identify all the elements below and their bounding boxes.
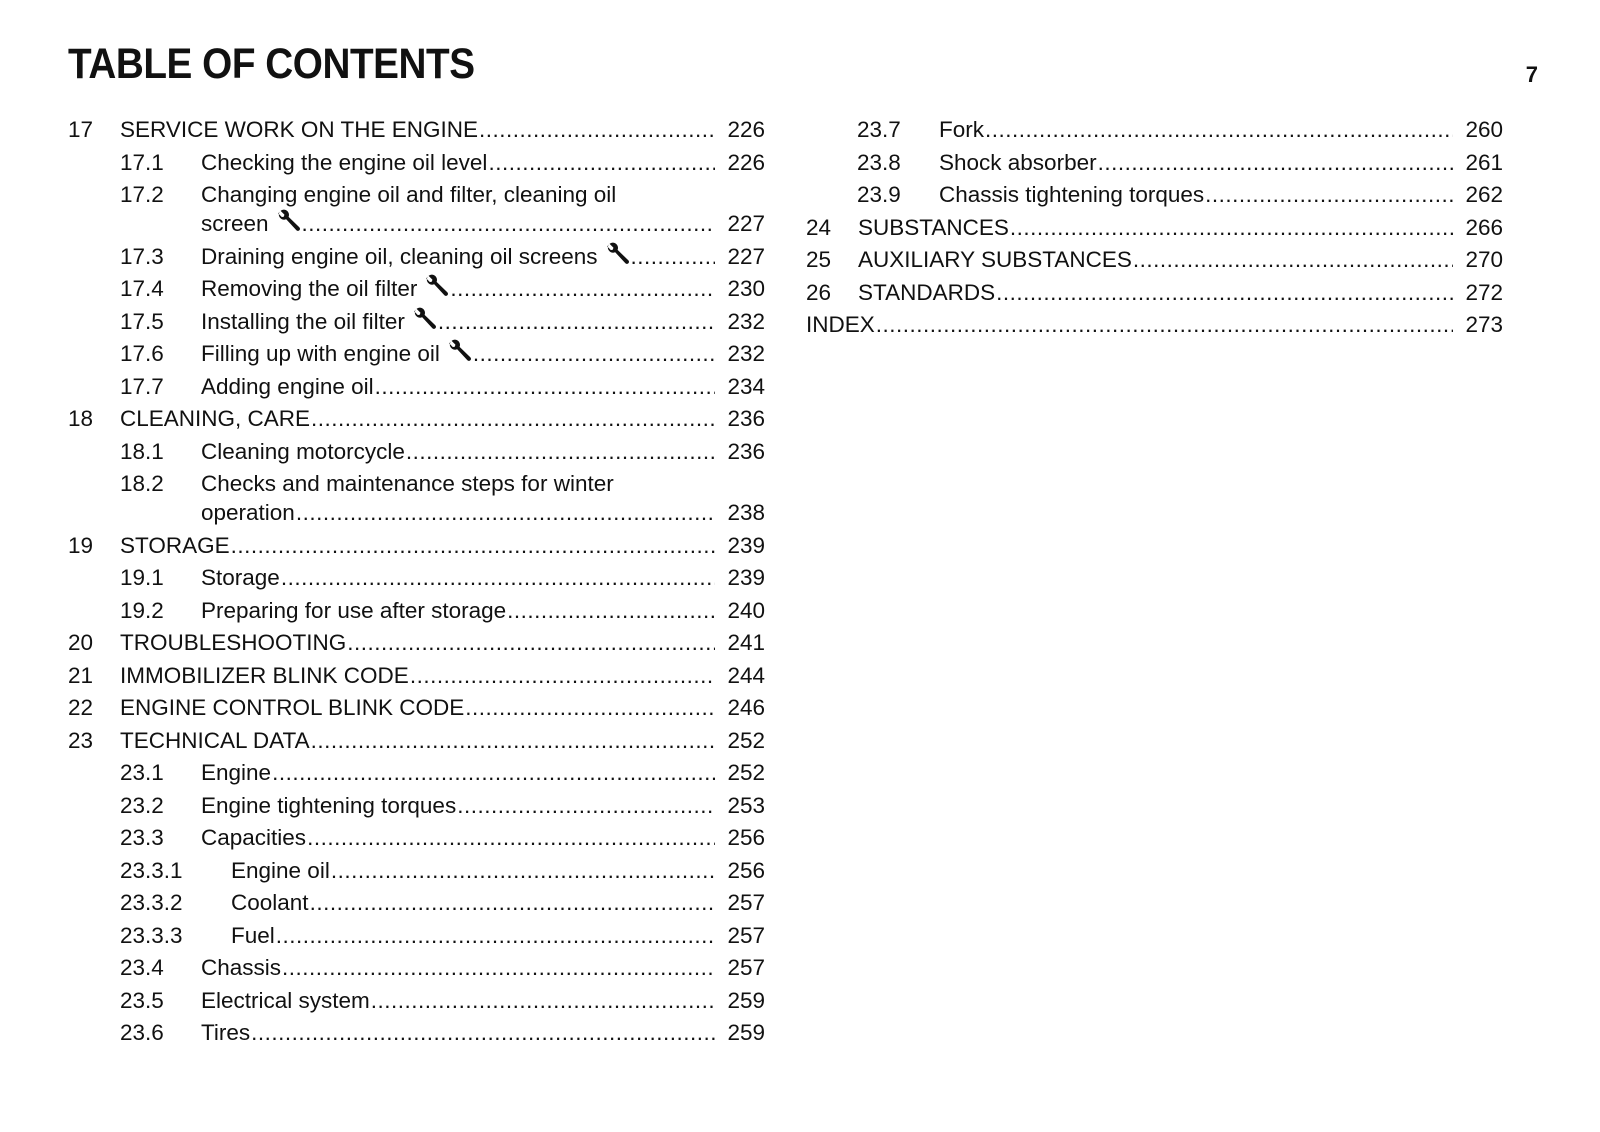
toc-entry[interactable]: [68, 148, 765, 177]
dot-leader: [1133, 245, 1453, 274]
entry-page: 257: [727, 922, 765, 948]
entry-page: 260: [1465, 117, 1503, 142]
entry-title: Electrical system: [201, 987, 370, 1013]
entry-title: IMMOBILIZER BLINK CODE: [120, 662, 409, 688]
entry-title: TECHNICAL DATA: [120, 727, 310, 753]
dot-leader: [371, 986, 715, 1015]
entry-title: Installing the oil filter: [201, 307, 437, 336]
entry-title: ENGINE CONTROL BLINK CODE: [120, 695, 465, 720]
entry-number: 23.5: [120, 987, 164, 1013]
entry-title: Shock absorber: [939, 149, 1097, 175]
toc-entry[interactable]: [68, 758, 765, 787]
toc-entry[interactable]: [68, 953, 765, 982]
entry-title: TROUBLESHOOTING: [120, 630, 347, 655]
dot-leader: [311, 726, 715, 755]
entry-page: 246: [727, 695, 765, 720]
wrench-icon: [413, 307, 437, 331]
dot-leader: [631, 242, 716, 271]
dot-leader: [985, 115, 1453, 144]
entry-number: 17: [68, 117, 94, 142]
dot-leader: [488, 148, 715, 177]
entry-page: 256: [727, 857, 765, 883]
entry-page: 240: [727, 597, 765, 623]
entry-page: 253: [727, 792, 765, 818]
page-title: TABLE OF CONTENTS: [68, 40, 475, 88]
entry-title: screen: [201, 209, 301, 238]
toc-column-left: [68, 115, 765, 1051]
dot-leader: [347, 628, 715, 657]
entry-page: 232: [727, 308, 765, 334]
entry-page: 241: [727, 630, 765, 655]
toc-entry[interactable]: [68, 986, 765, 1015]
entry-title: Filling up with engine oil: [201, 339, 472, 368]
toc-entry[interactable]: [806, 180, 1503, 209]
dot-leader: [406, 437, 715, 466]
entry-title: Fork: [939, 117, 984, 142]
entry-title: Adding engine oil: [201, 373, 374, 399]
entry-number: 19: [68, 532, 94, 558]
dot-leader: [410, 661, 715, 690]
entry-number: 23.6: [120, 1020, 164, 1045]
entry-page: 238: [727, 500, 765, 525]
dot-leader: [457, 791, 715, 820]
entry-number: 23.1: [120, 760, 164, 785]
entry-title: STORAGE: [120, 532, 230, 558]
entry-page: 230: [727, 276, 765, 301]
entry-page: 232: [727, 341, 765, 366]
entry-page: 272: [1465, 279, 1503, 305]
entry-title: STANDARDS: [858, 279, 996, 305]
entry-title: Preparing for use after storage: [201, 597, 507, 623]
toc-entry[interactable]: [68, 437, 765, 466]
toc-entry[interactable]: [68, 823, 765, 852]
entry-page: 257: [727, 955, 765, 980]
entry-number: 19.1: [120, 565, 164, 590]
entry-title: INDEX: [806, 312, 875, 337]
entry-number: 20: [68, 630, 94, 655]
toc-entry[interactable]: [68, 921, 765, 950]
entry-title: Removing the oil filter: [201, 274, 449, 303]
page-number: 7: [1525, 62, 1538, 87]
entry-number: 23.9: [857, 182, 901, 207]
toc-entry[interactable]: [806, 245, 1503, 274]
entry-title: Checking the engine oil level: [201, 149, 488, 175]
entry-number: 17.6: [120, 341, 164, 366]
dot-leader: [1010, 213, 1453, 242]
toc-column-right: [806, 115, 1503, 343]
toc-entry[interactable]: [68, 242, 765, 271]
entry-page: 262: [1465, 182, 1503, 207]
entry-number: 18: [68, 406, 94, 431]
entry-title: Coolant: [231, 890, 309, 915]
entry-number: 18.1: [120, 438, 164, 464]
dot-leader: [1098, 148, 1453, 177]
entry-page: 227: [727, 243, 765, 269]
entry-number: 17.3: [120, 243, 164, 269]
entry-page: 259: [727, 987, 765, 1013]
entry-title: CLEANING, CARE: [120, 406, 311, 431]
dot-leader: [465, 693, 715, 722]
entry-number: 18.2: [120, 471, 164, 496]
entry-page: 270: [1465, 247, 1503, 272]
entry-page: 226: [727, 149, 765, 175]
entry-title: Draining engine oil, cleaning oil screens: [201, 242, 630, 271]
entry-page: 239: [727, 532, 765, 558]
toc-entry[interactable]: [68, 596, 765, 625]
entry-title: Engine oil: [231, 857, 330, 883]
entry-page: 234: [727, 373, 765, 399]
toc-entry[interactable]: [68, 693, 765, 722]
entry-page: 261: [1465, 149, 1503, 175]
dot-leader: [996, 278, 1453, 307]
entry-page: 226: [727, 117, 765, 142]
dot-leader: [302, 209, 715, 238]
dot-leader: [479, 115, 715, 144]
wrench-icon: [606, 242, 630, 266]
toc-entry[interactable]: [68, 856, 765, 885]
wrench-icon: [448, 339, 472, 363]
entry-number: 21: [68, 662, 94, 688]
entry-number: 23.3.1: [120, 857, 183, 883]
toc-entry[interactable]: [68, 404, 765, 433]
entry-page: 259: [727, 1020, 765, 1045]
dot-leader: [473, 339, 715, 368]
entry-number: 23.2: [120, 792, 164, 818]
entry-number: 23.3.3: [120, 922, 183, 948]
dot-leader: [1205, 180, 1453, 209]
entry-title: Chassis tightening torques: [939, 182, 1205, 207]
wrench-icon: [425, 274, 449, 298]
toc-entry[interactable]: [68, 307, 765, 336]
entry-page: 236: [727, 406, 765, 431]
entry-page: 239: [727, 565, 765, 590]
entry-number: 17.4: [120, 276, 164, 301]
entry-page: 273: [1465, 312, 1503, 337]
entry-title: Cleaning motorcycle: [201, 438, 405, 464]
entry-number: 25: [806, 247, 832, 272]
entry-title: Storage: [201, 565, 280, 590]
entry-number: 17.5: [120, 308, 164, 334]
dot-leader: [231, 531, 715, 560]
toc-entry[interactable]: [806, 213, 1503, 242]
entry-title: Engine tightening torques: [201, 792, 457, 818]
entry-title: Fuel: [231, 922, 275, 948]
wrench-icon: [277, 209, 301, 233]
entry-number: 23.7: [857, 117, 901, 142]
entry-number: 24: [806, 214, 832, 240]
dot-leader: [375, 372, 715, 401]
toc-entry[interactable]: [68, 372, 765, 401]
dot-leader: [251, 1018, 715, 1047]
toc-entry[interactable]: [68, 180, 765, 238]
entry-title-first-line: Changing engine oil and filter, cleaning oil: [201, 182, 617, 207]
dot-leader: [272, 758, 715, 787]
dot-leader: [331, 856, 715, 885]
dot-leader: [307, 823, 715, 852]
toc-entry[interactable]: [68, 661, 765, 690]
entry-number: 17.1: [120, 149, 164, 175]
entry-title: operation: [201, 500, 295, 525]
entry-title: SERVICE WORK ON THE ENGINE: [120, 117, 478, 142]
entry-title-first-line: Checks and maintenance steps for winter: [201, 471, 614, 496]
entry-page: 256: [727, 825, 765, 850]
toc-entry[interactable]: [806, 115, 1503, 144]
entry-number: 23.3.2: [120, 890, 183, 915]
dot-leader: [450, 274, 715, 303]
dot-leader: [876, 310, 1453, 339]
entry-number: 23.3: [120, 825, 164, 850]
toc-entry[interactable]: [68, 339, 765, 368]
entry-page: 244: [727, 662, 765, 688]
entry-number: 17.2: [120, 182, 164, 207]
entry-page: 266: [1465, 214, 1503, 240]
toc-entry[interactable]: [806, 148, 1503, 177]
entry-page: 236: [727, 438, 765, 464]
toc-entry[interactable]: [68, 726, 765, 755]
dot-leader: [282, 953, 715, 982]
dot-leader: [310, 888, 715, 917]
entry-page: 227: [727, 211, 765, 236]
entry-page: 257: [727, 890, 765, 915]
dot-leader: [296, 498, 715, 527]
dot-leader: [276, 921, 715, 950]
entry-title: Tires: [201, 1020, 251, 1045]
toc-entry[interactable]: [68, 791, 765, 820]
entry-title: AUXILIARY SUBSTANCES: [858, 247, 1132, 272]
entry-number: 17.7: [120, 373, 164, 399]
entry-number: 23.4: [120, 955, 164, 980]
dot-leader: [507, 596, 715, 625]
toc-entry[interactable]: [68, 628, 765, 657]
toc-entry[interactable]: [68, 563, 765, 592]
entry-number: 19.2: [120, 597, 164, 623]
entry-number: 26: [806, 279, 832, 305]
entry-number: 22: [68, 695, 94, 720]
entry-title: Capacities: [201, 825, 307, 850]
entry-title: Chassis: [201, 955, 282, 980]
toc-entry[interactable]: [68, 469, 765, 527]
toc-entry[interactable]: [68, 274, 765, 303]
toc-entry[interactable]: [806, 310, 1503, 339]
dot-leader: [281, 563, 715, 592]
entry-number: 23: [68, 727, 94, 753]
dot-leader: [311, 404, 715, 433]
toc-entry[interactable]: [68, 115, 765, 144]
entry-title: Engine: [201, 760, 272, 785]
toc-entry[interactable]: [68, 531, 765, 560]
entry-page: 252: [727, 727, 765, 753]
toc-entry[interactable]: [806, 278, 1503, 307]
entry-title: SUBSTANCES: [858, 214, 1009, 240]
entry-page: 252: [727, 760, 765, 785]
entry-number: 23.8: [857, 149, 901, 175]
dot-leader: [438, 307, 715, 336]
toc-entry[interactable]: [68, 1018, 765, 1047]
toc-entry[interactable]: [68, 888, 765, 917]
